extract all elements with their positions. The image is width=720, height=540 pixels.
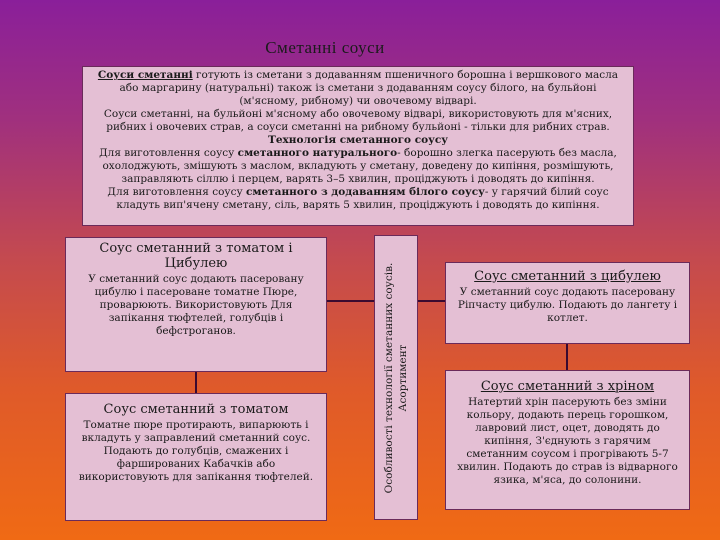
onion-text: У сметанний соус додають пасеровану Ріпчасту цибулю. Подають до лангету і котлет. [457,286,678,324]
intro-p3-start: Для виготовлення соусу [99,147,238,159]
center-line1: Особливості технології сметанних соусів. [383,262,395,493]
tomato-onion-heading-text: Соус сметанний з томатом і Цибулею [99,241,293,271]
connector-left-horizontal [327,300,374,302]
tomato-onion-text: У сметанний соус додають пасеровану цибулю і пасероване томатне Пюре, проварюють. Використовують Для запікання тюфтелей, голубців і бефстроганов. [88,273,304,337]
intro-p3-bold: сметанного натурального [237,147,398,159]
connector-left-vertical [195,372,197,393]
intro-p3-end: - борошно злегка пасерують без масла, охолоджують, змішують з маслом, вкладують у сметану, доведену до кипіння, розмішують, заправляють сіллю і перцем, варять 3–5 хвилин, проціджують і доводять до кипіння. [102,147,617,185]
tomato-text: Томатне пюре протирають, випарюють і вкладуть у заправлений сметанний соус. Подають до голубців, смажених і фаршированих Кабачків або використовують для запікання тюфтелей. [78,419,314,483]
horseradish-heading: Соус сметанний з хріном [480,379,655,394]
tech-heading: Технологія сметанного соусу [268,134,448,146]
intro-p1: готують із сметани з додаванням пшеничного борошна і вершкового масла або маргарину (натуральні) також із сметани з додаванням соусу білого, на бульйоні (м'ясному, рибному) чи овочевому відварі. [119,69,619,107]
intro-lead: Соуси сметанні [97,69,193,81]
intro-p2: Соуси сметанні, на бульйоні м'ясному або овочевому відварі, використовують для м'ясних, рибних і овочевих страв, а соуси сметанні на рибному бульйоні - тільки для рибних страв. [103,108,613,133]
intro-p4-start: Для виготовлення соусу [107,186,246,198]
tomato-onion-heading [71,241,321,271]
onion-heading: Соус сметанний з цибулею [474,269,661,284]
horseradish-box [445,370,690,510]
horseradish-text: Натертий хрін пасерують без зміни кольору, додають перець горошком, лавровий лист, оцет, доводять до кипіння, З'єднують з гарячим сметанним соусом і прогрівають 5-7 хвилин. Подають до страв із відварного язика, м'яса, до солонини. [457,396,678,486]
center-vertical-box [374,235,418,520]
intro-box [82,66,634,226]
tomato-heading: Соус сметанний з томатом [103,402,289,417]
intro-p4-bold: сметанного з додаванням білого соусу [245,186,485,198]
connector-right-vertical [566,344,568,370]
center-vertical-text [382,238,410,518]
tomato-box [65,393,327,521]
connector-right-horizontal [418,300,445,302]
tomato-onion-box [65,237,327,372]
page-title: Сметанні соуси [265,38,385,57]
center-line2: Асортимент [397,344,409,411]
intro-p4-end: - у гарячий білий соус кладуть вип'ячену сметану, сіль, варять 5 хвилин, проціджують і доводять до кипіння. [116,186,609,211]
onion-box [445,262,690,344]
